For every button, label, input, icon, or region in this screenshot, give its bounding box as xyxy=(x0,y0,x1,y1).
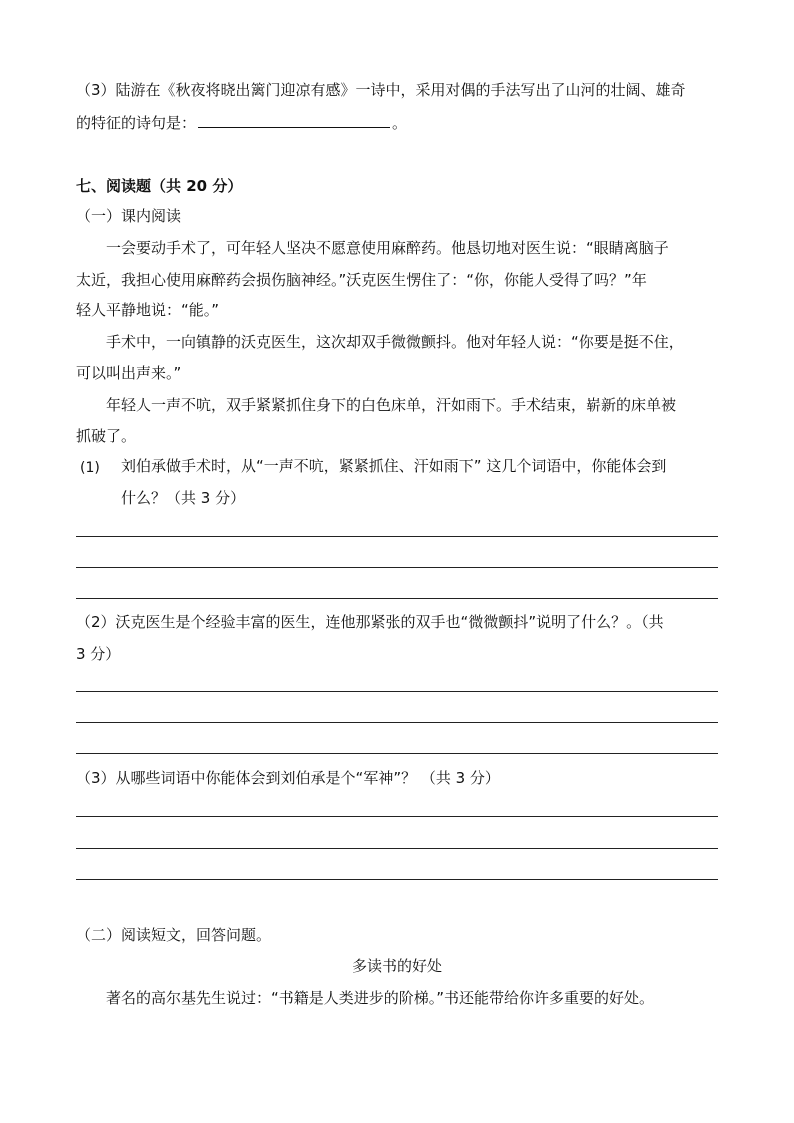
answer-line[interactable] xyxy=(76,536,718,537)
poem-question-line-2 xyxy=(76,113,407,133)
answer-line[interactable] xyxy=(76,598,718,599)
answer-line[interactable] xyxy=(76,848,718,849)
article-line: 著名的高尔基先生说过：“书籍是人类进步的阶梯。”书还能带给你许多重要的好处。 xyxy=(106,989,655,1007)
answer-line[interactable] xyxy=(76,753,718,754)
answer-line[interactable] xyxy=(76,722,718,723)
answer-line[interactable] xyxy=(76,816,718,817)
passage-line: 轻人平静地说：“能。” xyxy=(76,301,220,319)
question-1-number: (1) xyxy=(80,460,100,476)
poem-question-prefix: 的特征的诗句是： xyxy=(76,114,197,132)
answer-line[interactable] xyxy=(76,691,718,692)
part1-label: （一）课内阅读 xyxy=(76,207,182,225)
question-3-line-1: （3）从哪些词语中你能体会到刘伯承是个“军神”？ （共 3 分） xyxy=(76,769,500,787)
poem-question-suffix: 。 xyxy=(392,114,408,132)
passage-line: 抓破了。 xyxy=(76,427,137,445)
answer-line[interactable] xyxy=(76,879,718,880)
poem-question-line-1: （3）陆游在《秋夜将晓出篱门迎凉有感》一诗中，采用对偶的手法写出了山河的壮阔、雄奇 xyxy=(76,81,686,99)
article-title: 多读书的好处 xyxy=(351,957,442,975)
question-2-line-2: 3 分） xyxy=(76,645,121,663)
answer-blank[interactable] xyxy=(198,113,390,128)
answer-line[interactable] xyxy=(76,567,718,568)
passage-line: 太近，我担心使用麻醉药会损伤脑神经。”沃克医生愣住了：“你，你能人受得了吗？”年 xyxy=(76,271,647,289)
passage-line: 可以叫出声来。” xyxy=(76,364,182,382)
passage-line: 手术中，一向镇静的沃克医生，这次却双手微微颤抖。他对年轻人说：“你要是挺不住， xyxy=(106,333,684,351)
part2-label: （二）阅读短文，回答问题。 xyxy=(76,926,272,944)
question-1-line-1: 刘伯承做手术时，从“一声不吭，紧紧抓住、汗如雨下” 这几个词语中，你能体会到 xyxy=(121,457,667,475)
section-title: 七、阅读题（共 20 分） xyxy=(76,177,243,195)
passage-line: 一会要动手术了，可年轻人坚决不愿意使用麻醉药。他恳切地对医生说：“眼睛离脑子 xyxy=(106,239,669,257)
passage-line: 年轻人一声不吭，双手紧紧抓住身下的白色床单，汗如雨下。手术结束，崭新的床单被 xyxy=(106,396,677,414)
question-2-line-1: （2）沃克医生是个经验丰富的医生，连他那紧张的双手也“微微颤抖”说明了什么？。（共 xyxy=(76,613,664,631)
question-1-line-2: 什么？（共 3 分） xyxy=(121,489,246,507)
